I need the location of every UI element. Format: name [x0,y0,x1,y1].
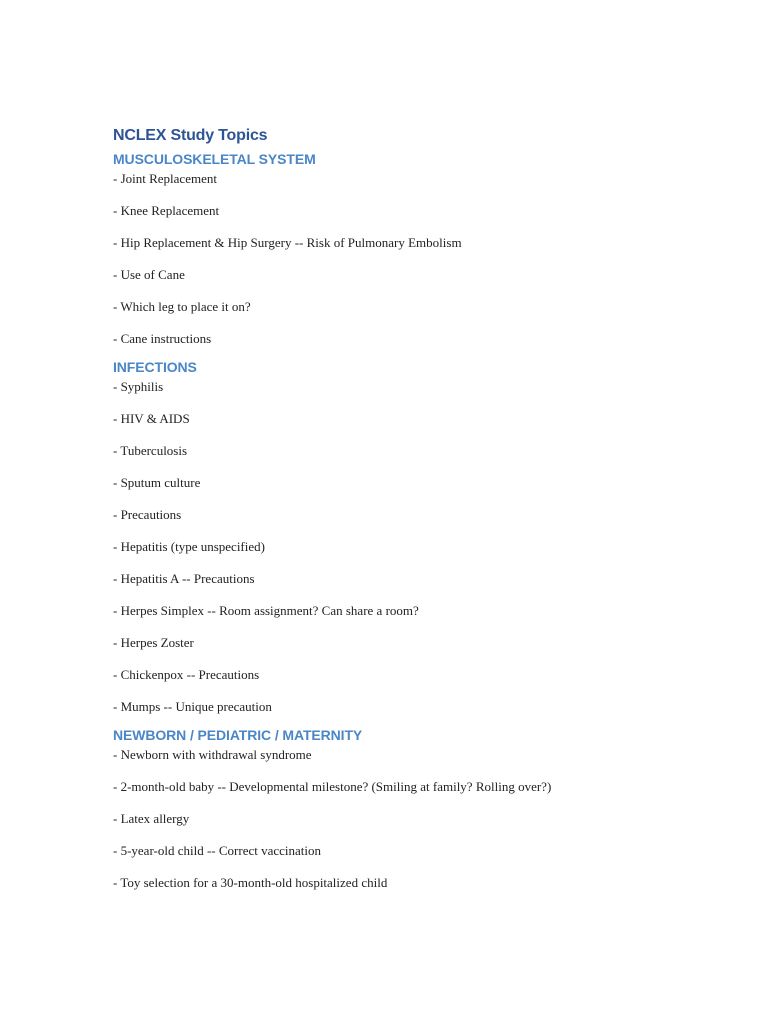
section-infections [113,356,733,724]
topic-item: - Tuberculosis [113,443,188,458]
section-heading: MUSCULOSKELETAL SYSTEM [113,151,316,167]
topic-item: - Herpes Simplex -- Room assignment? Can share a room? [113,603,419,618]
section-heading: INFECTIONS [113,359,197,375]
topic-item: - Sputum culture [113,475,201,490]
topic-item: - Knee Replacement [113,203,220,218]
topic-item: - 2-month-old baby -- Developmental milestone? (Smiling at family? Rolling over?) [113,779,552,794]
document-title: NCLEX Study Topics [113,127,268,144]
section-musculoskeletal [113,148,733,356]
topic-item: - Chickenpox -- Precautions [113,667,260,682]
section-newborn-pediatric-maternity [113,724,733,900]
topic-item: - Newborn with withdrawal syndrome [113,747,312,762]
topic-list [113,746,733,900]
topic-item: - Hip Replacement & Hip Surgery -- Risk of Pulmonary Embolism [113,235,462,250]
topic-list [113,170,733,356]
section-heading: NEWBORN / PEDIATRIC / MATERNITY [113,727,363,743]
topic-item: - Precautions [113,507,182,522]
topic-item: - Latex allergy [113,811,190,826]
topic-item: - Mumps -- Unique precaution [113,699,272,714]
topic-item: - HIV & AIDS [113,411,190,426]
topic-item: - Toy selection for a 30-month-old hospitalized child [113,875,388,890]
topic-item: - Syphilis [113,379,164,394]
topic-item: - Which leg to place it on? [113,299,251,314]
topic-item: - Herpes Zoster [113,635,194,650]
topic-item: - Joint Replacement [113,171,217,186]
topic-item: - Use of Cane [113,267,185,282]
topic-item: - Hepatitis A -- Precautions [113,571,255,586]
topic-list [113,378,733,724]
topic-item: - 5-year-old child -- Correct vaccination [113,843,322,858]
document-page [113,124,733,900]
topic-item: - Cane instructions [113,331,212,346]
topic-item: - Hepatitis (type unspecified) [113,539,265,554]
